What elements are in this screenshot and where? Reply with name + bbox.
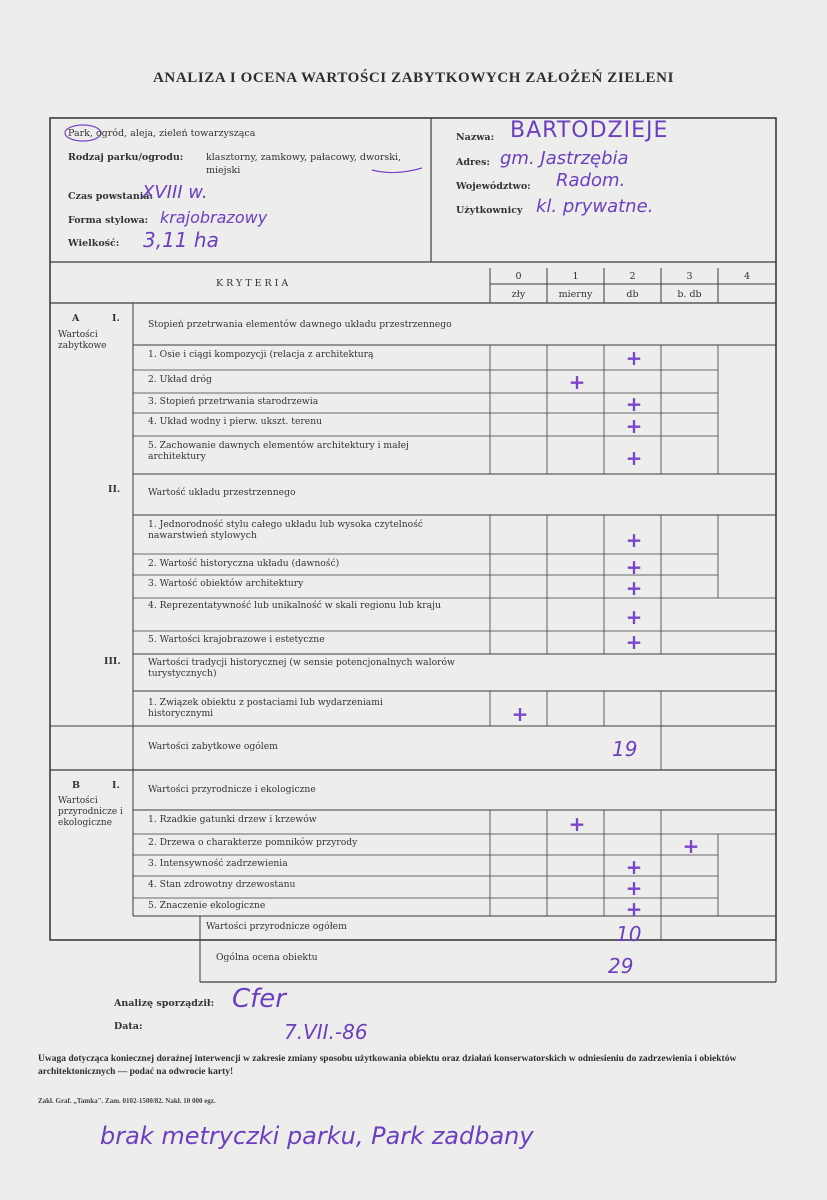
b1-item-4: 4. Stan zdrowotny drzewostanu <box>148 879 296 890</box>
kind-label: Rodzaj parku/ogrodu: <box>68 152 184 163</box>
date-label: Data: <box>114 1021 143 1032</box>
overall-label: Ogólna ocena obiektu <box>216 952 318 963</box>
section-a-group2-roman: II. <box>108 484 121 495</box>
section-a-roman: I. <box>112 313 120 324</box>
section-b-roman: I. <box>112 780 120 791</box>
score-mark: + <box>568 370 586 394</box>
score-mark: + <box>625 414 643 438</box>
a1-item-3: 3. Stopień przetrwania starodrzewia <box>148 396 319 407</box>
grade-3: b. db <box>677 289 702 300</box>
grade-0: zły <box>511 289 526 300</box>
analysis-signature: Cfer <box>232 984 286 1014</box>
score-mark: + <box>511 702 529 726</box>
a2-title: Wartość układu przestrzennego <box>148 487 296 498</box>
a-total-label: Wartości zabytkowe ogólem <box>148 741 278 752</box>
handwritten-note: brak metryczki parku, Park zadbany <box>100 1122 534 1150</box>
voivodeship-value: Radom. <box>556 170 626 191</box>
size-label: Wielkość: <box>68 238 120 249</box>
b1-item-5: 5. Znaczenie ekologiczne <box>148 900 266 911</box>
b1-item-2: 2. Drzewa o charakterze pomników przyrody <box>148 837 358 848</box>
notice-text: Uwaga dotycząca koniecznej doraźnej interwencji w zakresie zmiany sposobu użytkowania obiektu oraz działań konserwatorskich w odniesieniu do zadrzewienia i obiektów architektonicznych — podać na odwrocie karty! <box>38 1054 737 1077</box>
a2-item-5: 5. Wartości krajobrazowe i estetyczne <box>148 634 325 645</box>
score-mark: + <box>625 876 643 900</box>
score-4: 4 <box>743 271 751 282</box>
score-mark: + <box>625 855 643 879</box>
a1-item-2: 2. Układ dróg <box>148 374 212 385</box>
name-value: BARTODZIEJE <box>510 118 669 143</box>
b1-item-3: 3. Intensywność zadrzewienia <box>148 858 288 869</box>
kind-options-2: miejski <box>206 165 241 176</box>
a1-item-4: 4. Układ wodny i pierw. ukszt. terenu <box>148 416 323 427</box>
grade-2: db <box>626 289 639 300</box>
style-value: krajobrazowy <box>160 208 268 227</box>
score-mark: + <box>625 528 643 552</box>
score-2: 2 <box>629 271 636 282</box>
style-label: Forma stylowa: <box>68 215 149 226</box>
analysis-label: Analizę sporządził: <box>114 998 215 1009</box>
b1-item-1: 1. Rzadkie gatunki drzew i krzewów <box>148 814 317 825</box>
voivodeship-label: Województwo: <box>456 181 531 192</box>
score-3: 3 <box>686 271 693 282</box>
a2-item-1: 1. Jednorodność stylu całego układu lub wysoka czytelność nawarstwień stylowych <box>148 519 424 541</box>
address-value: gm. Jastrzębia <box>500 148 629 169</box>
score-mark: + <box>625 630 643 654</box>
kind-options: klasztorny, zamkowy, pałacowy, dworski, <box>206 152 402 163</box>
time-label: Czas powstania: <box>68 191 153 202</box>
b1-title: Wartości przyrodnicze i ekologiczne <box>148 784 316 795</box>
users-value: kl. prywatne. <box>536 196 654 217</box>
score-mark: + <box>625 392 643 416</box>
size-value: 3,11 ha <box>143 228 219 252</box>
a1-item-1: 1. Osie i ciągi kompozycji (relacja z architekturą <box>148 349 374 360</box>
a3-item-1: 1. Związek obiektu z postaciami lub wydarzeniami historycznymi <box>148 697 383 719</box>
score-mark: + <box>625 446 643 470</box>
score-mark: + <box>625 897 643 921</box>
a1-item-5: 5. Zachowanie dawnych elementów architektury i małej architektury <box>148 440 409 462</box>
address-label: Adres: <box>456 157 490 168</box>
name-label: Nazwa: <box>456 132 495 143</box>
b-total-label: Wartości przyrodnicze ogółem <box>206 921 347 932</box>
section-b-letter: B <box>72 780 81 791</box>
score-mark: + <box>568 812 586 836</box>
score-mark: + <box>625 346 643 370</box>
section-a-name: Wartości zabytkowe <box>58 330 107 351</box>
a1-title: Stopień przetrwania elementów dawnego układu przestrzennego <box>148 319 452 330</box>
a3-title: Wartości tradycji historycznej (w sensie potencjonalnych walorów turystycznych) <box>148 657 455 679</box>
a2-item-2: 2. Wartość historyczna układu (dawność) <box>148 558 340 569</box>
a2-item-3: 3. Wartość obiektów architektury <box>148 578 304 589</box>
score-0: 0 <box>515 271 522 282</box>
score-mark: + <box>625 576 643 600</box>
printer-info: Zakł. Graf. „Tamka". Zam. 0102-1500/82. Nakł. 10 000 egz. <box>38 1097 216 1105</box>
score-mark: + <box>625 605 643 629</box>
score-mark: + <box>625 555 643 579</box>
score-mark: + <box>682 834 700 858</box>
users-label: Użytkownicy <box>456 205 523 216</box>
time-value: XVIII w. <box>142 182 208 203</box>
criteria-title: KRYTERIA <box>216 278 292 289</box>
b-total-value: 10 <box>616 922 642 946</box>
section-a-group3-roman: III. <box>104 656 121 667</box>
section-a-letter: A <box>72 313 80 324</box>
score-1: 1 <box>572 271 579 282</box>
section-b-name: Wartości przyrodnicze i ekologiczne <box>58 796 123 828</box>
date-value: 7.VII.-86 <box>284 1020 368 1044</box>
form-title: ANALIZA I OCENA WARTOŚCI ZABYTKOWYCH ZAŁOŻEŃ ZIELENI <box>152 70 675 86</box>
park-type-line: Park, ogród, aleja, zieleń towarzysząca <box>68 128 256 139</box>
grade-1: mierny <box>558 289 593 300</box>
a-total-value: 19 <box>612 737 638 761</box>
overall-value: 29 <box>608 954 634 978</box>
a2-item-4: 4. Reprezentatywność lub unikalność w skali regionu lub kraju <box>148 600 441 611</box>
